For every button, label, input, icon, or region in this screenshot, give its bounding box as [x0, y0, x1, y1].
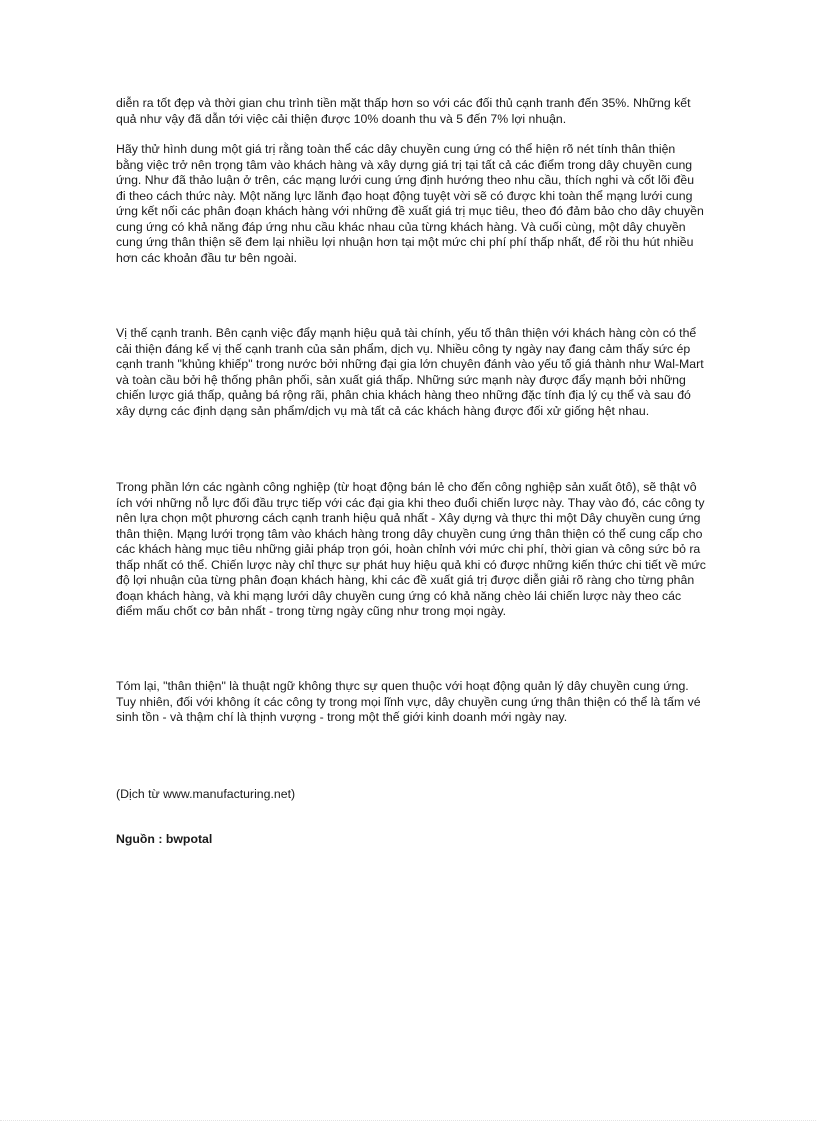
page-bottom-divider	[0, 1120, 816, 1121]
translation-credit: (Dịch từ www.manufacturing.net)	[116, 787, 296, 801]
source-line: Nguồn : bwpotal	[116, 832, 213, 846]
paragraph-financial-results: diễn ra tốt đẹp và thời gian chu trình tiền mặt thấp hơn so với các đối thủ cạnh tranh đến 35%. Những kết quả như vậy đã dẫn tới việc cải thiện được 10% doanh thu và 5 đến 7% lợi nhuận.	[116, 96, 691, 126]
paragraph-friendly-supply-chain: Hãy thử hình dung một giá trị rằng toàn thể các dây chuyền cung ứng có thể hiện rõ nét tính thân thiện bằng việc trở nên trọng tâm vào khách hàng và xây dựng giá trị tại tất cả các điểm trong dây chuyền cung ứng. Như đã thảo luận ở trên, các mạng lưới cung ứng định hướng theo nhu cầu, thích nghi và cốt lõi đều đi theo cách thức này. Một năng lực lãnh đạo hoạt động tuyệt vời sẽ có được khi toàn thể mạng lưới cung ứng kết nối các phân đoạn khách hàng với những đề xuất giá trị mục tiêu, theo đó đảm bảo cho dây chuyền cung ứng có khả năng đáp ứng nhu cầu khác nhau của từng khách hàng. Và cuối cùng, một dây chuyền cung ứng thân thiện sẽ đem lại nhiều lợi nhuận hơn tại một mức chi phí phí thấp nhất, để rồi thu hút nhiều hơn các khoản đầu tư bên ngoài.	[116, 142, 704, 265]
paragraph-industry-strategy: Trong phần lớn các ngành công nghiệp (từ hoạt động bán lẻ cho đến công nghiệp sản xuất ôtô), sẽ thật vô ích với những nỗ lực đối đầu trực tiếp với các đại gia khi theo đuổi chiến lược này. Thay vào đó, các công ty nên lựa chọn một phương cách cạnh tranh hiệu quả nhất - Xây dựng và thực thi một Dây chuyền cung ứng thân thiện. Mạng lưới trọng tâm vào khách hàng trong dây chuyền cung ứng thân thiện có thể cung cấp cho các khách hàng mục tiêu những giải pháp trọn gói, hoàn chỉnh với mức chi phí, thời gian và công sức bỏ ra thấp nhất có thể. Chiến lược này chỉ thực sự phát huy hiệu quả khi có được những kiến thức chi tiết về mức độ lợi nhuận của từng phân đoạn khách hàng, khi các đề xuất giá trị được diễn giải rõ ràng cho từng phân đoạn khách hàng, và khi mạng lưới dây chuyền cung ứng có khả năng chèo lái chiến lược này theo các điểm mấu chốt cơ bản nhất - trong từng ngày cũng như trong mọi ngày.	[116, 480, 706, 618]
paragraph-competitive-position: Vị thế cạnh tranh. Bên cạnh việc đẩy mạnh hiệu quả tài chính, yếu tố thân thiện với khách hàng còn có thể cải thiện đáng kể vị thế cạnh tranh của sản phẩm, dịch vụ. Nhiều công ty ngày nay đang cảm thấy sức ép cạnh tranh "khủng khiếp" trong nước bởi những đại gia lớn chuyên đánh vào yếu tố giá thành như Wal-Mart và toàn cầu bởi hệ thống phân phối, sản xuất giá thấp. Những sức mạnh này được đẩy mạnh bởi những chiến lược giá thấp, quảng bá rộng rãi, phân chia khách hàng theo những đặc tính địa lý cụ thể và sau đó xây dựng các định dạng sản phẩm/dịch vụ mà tất cả các khách hàng được đối xử giống hệt nhau.	[116, 326, 704, 418]
paragraph-conclusion: Tóm lại, "thân thiện" là thuật ngữ không thực sự quen thuộc với hoạt động quản lý dây chuyền cung ứng. Tuy nhiên, đối với không ít các công ty trong mọi lĩnh vực, dây chuyền cung ứng thân thiện có thể là tấm vé sinh tồn - và thậm chí là thịnh vượng - trong một thế giới kinh doanh mới ngày nay.	[116, 679, 701, 724]
